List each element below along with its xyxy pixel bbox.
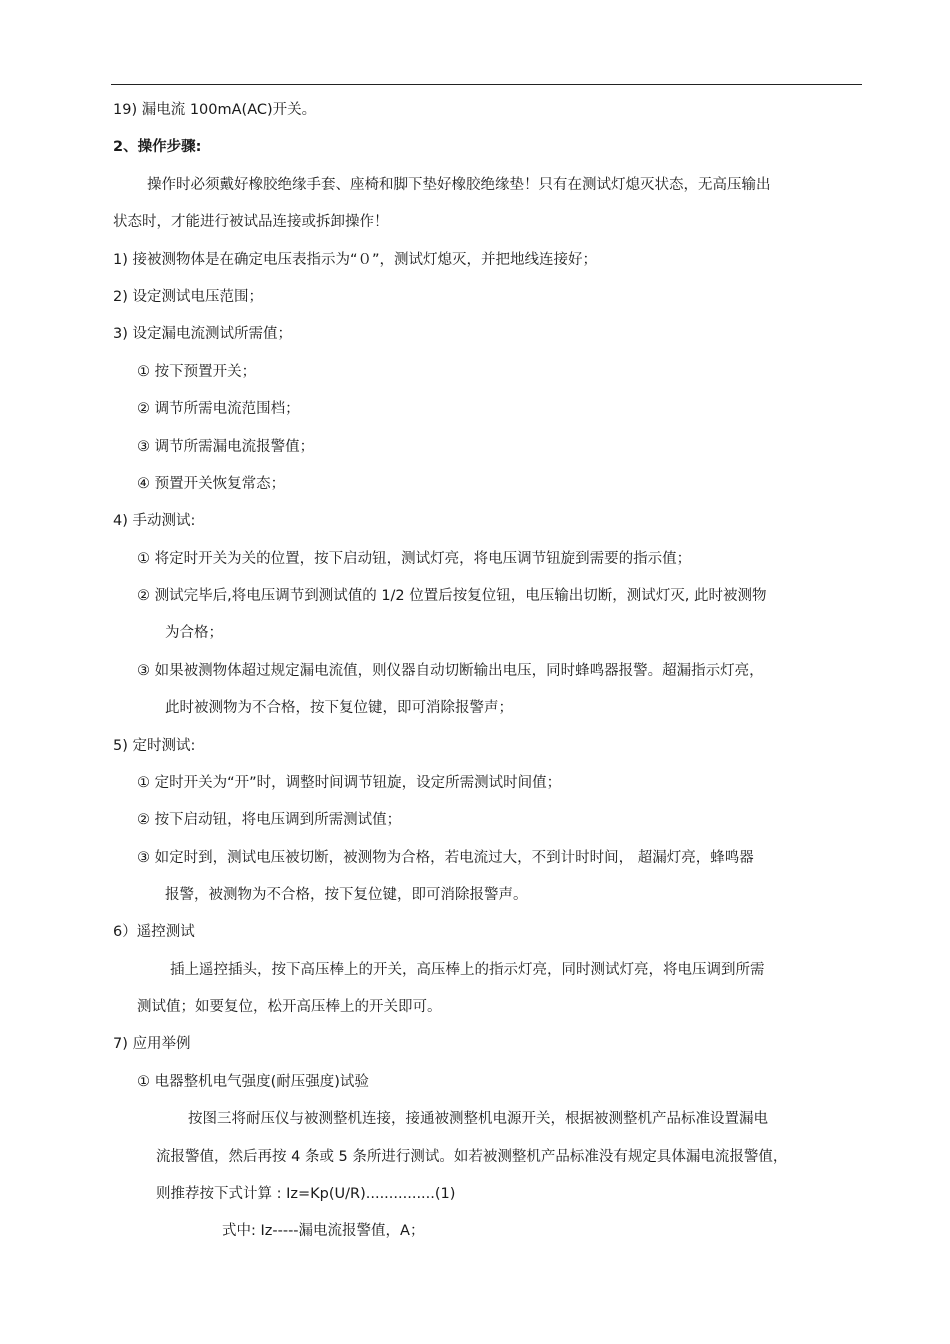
step-5-sub-3-line-2: 报警，被测物为不合格，按下复位键，即可消除报警声。	[165, 887, 528, 903]
item-19: 19) 漏电流 100mA(AC)开关。	[113, 102, 317, 118]
step-3-sub-4: ④ 预置开关恢复常态；	[137, 476, 286, 492]
step-7: 7) 应用举例	[113, 1036, 191, 1052]
step-3: 3) 设定漏电流测试所需值；	[113, 326, 292, 342]
step-4-sub-2-line-1: ② 测试完毕后,将电压调节到测试值的 1/2 位置后按复位钮，电压输出切断，测试灯灭, 此时被测物	[137, 588, 767, 604]
step-4-sub-3-line-1: ③ 如果被测物体超过规定漏电流值，则仪器自动切断输出电压，同时蜂鸣器报警。超漏指示灯亮，	[137, 663, 764, 679]
step-4-sub-3-line-2: 此时被测物为不合格，按下复位键，即可消除报警声；	[165, 700, 513, 716]
section-2-heading: 2、操作步骤:	[113, 139, 202, 155]
step-4-sub-2-line-2: 为合格；	[165, 625, 223, 641]
step-7-formula-line: 则推荐按下式计算 : Iz=Kp(U/R)...............(1)	[156, 1186, 456, 1202]
step-5-sub-3-line-1: ③ 如定时到，测试电压被切断，被测物为合格，若电流过大，不到计时时间， 超漏灯亮，蜂鸣器	[137, 850, 754, 866]
step-7-text-line-1: 按图三将耐压仪与被测整机连接，接通被测整机电源开关，根据被测整机产品标准设置漏电	[188, 1111, 768, 1127]
warning-line-1: 操作时必须戴好橡胶绝缘手套、座椅和脚下垫好橡胶绝缘垫！只有在测试灯熄灭状态，无高压输出	[147, 177, 771, 193]
step-5-sub-2: ② 按下启动钮，将电压调到所需测试值；	[137, 812, 402, 828]
step-3-sub-3: ③ 调节所需漏电流报警值；	[137, 439, 315, 455]
warning-line-2: 状态时，才能进行被试品连接或拆卸操作！	[113, 214, 389, 230]
step-4: 4) 手动测试:	[113, 513, 196, 529]
step-3-sub-1: ① 按下预置开关；	[137, 364, 257, 380]
step-3-sub-2: ② 调节所需电流范围档；	[137, 401, 300, 417]
step-6-text-line-2: 测试值；如要复位，松开高压棒上的开关即可。	[137, 999, 442, 1015]
step-7-text-line-2: 流报警值，然后再按 4 条或 5 条所进行测试。如若被测整机产品标准没有规定具体漏电流报警值，	[156, 1149, 788, 1165]
formula-legend-line: 式中: Iz-----漏电流报警值，A；	[222, 1223, 425, 1239]
step-4-sub-1: ① 将定时开关为关的位置，按下启动钮，测试灯亮，将电压调节钮旋到需要的指示值；	[137, 551, 692, 567]
step-6-text-line-1: 插上遥控插头，按下高压棒上的开关，高压棒上的指示灯亮，同时测试灯亮，将电压调到所需	[170, 962, 765, 978]
step-7-sub-1: ① 电器整机电气强度(耐压强度)试验	[137, 1074, 369, 1090]
header-rule	[111, 84, 862, 85]
step-2: 2) 设定测试电压范围；	[113, 289, 263, 305]
step-6: 6）遥控测试	[113, 924, 195, 940]
step-1: 1) 接被测物体是在确定电压表指示为“０”，测试灯熄灭，并把地线连接好；	[113, 252, 598, 268]
step-5: 5) 定时测试:	[113, 738, 196, 754]
step-5-sub-1: ① 定时开关为“开”时，调整时间调节钮旋，设定所需测试时间值；	[137, 775, 562, 791]
